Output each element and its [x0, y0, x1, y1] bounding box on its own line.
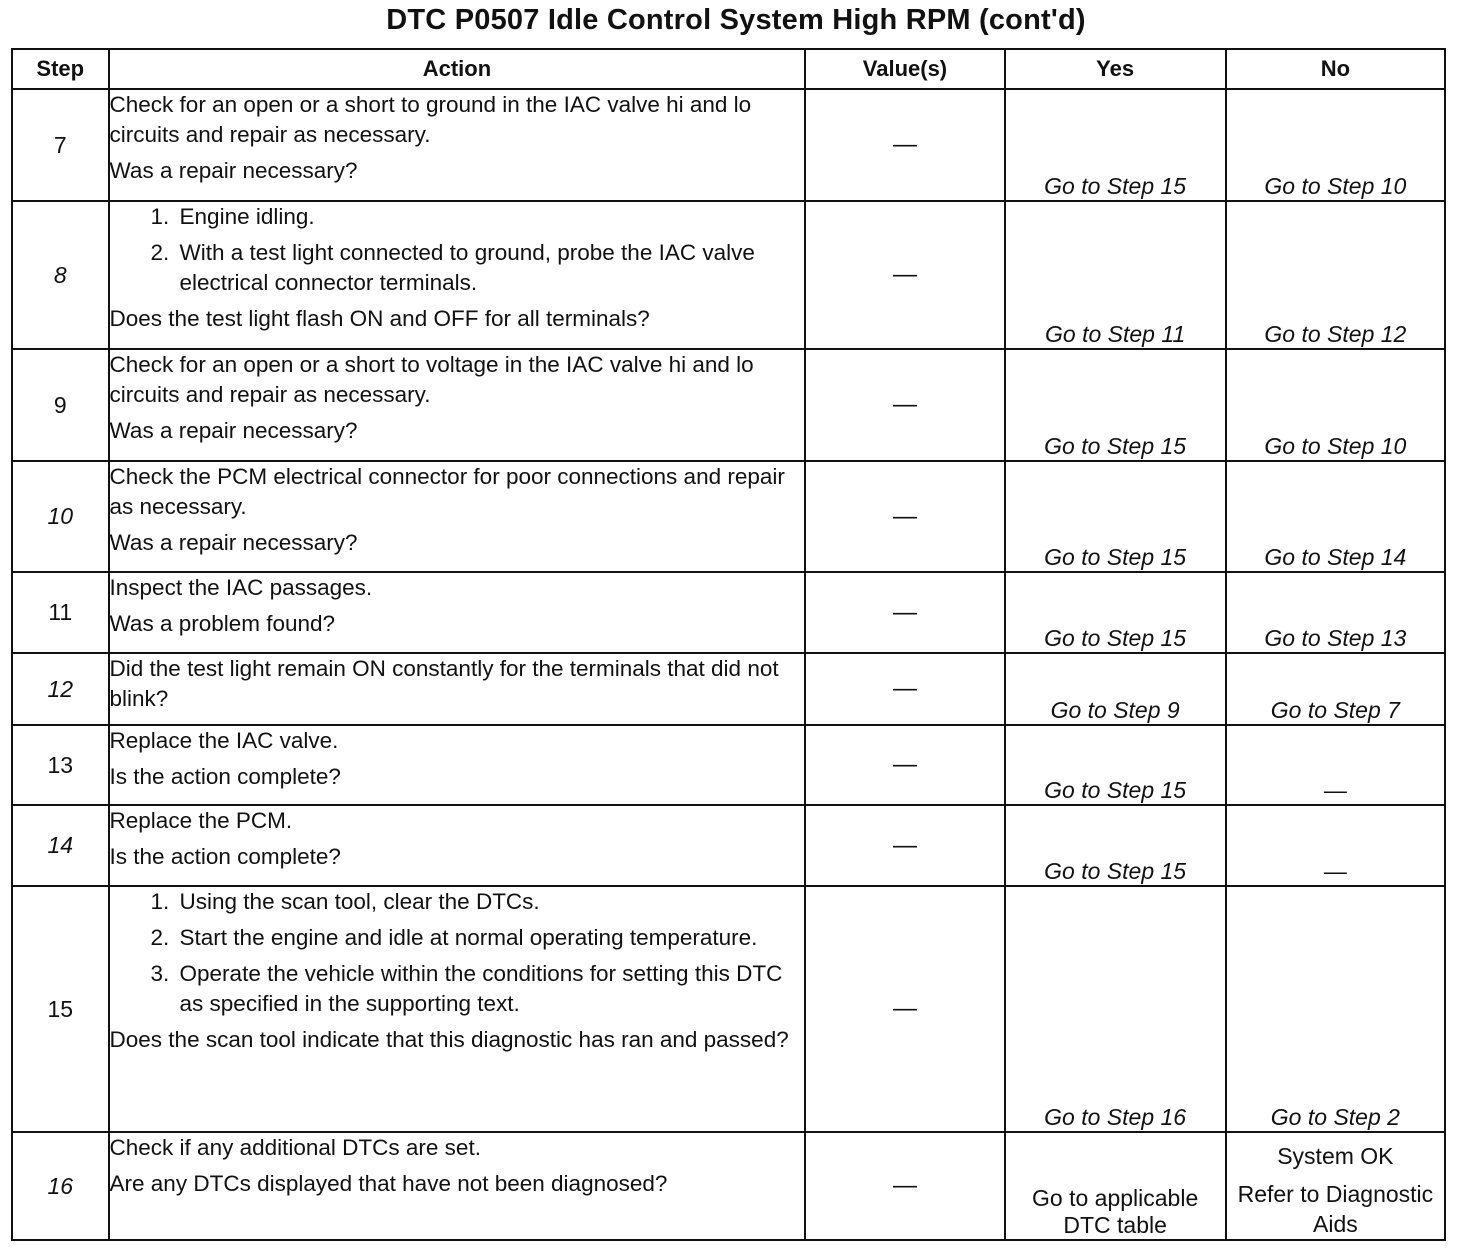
action-cell: [109, 89, 806, 201]
table-row: [12, 89, 1445, 201]
header-values: Value(s): [805, 49, 1004, 89]
no-cell: —: [1226, 805, 1445, 886]
action-list-item: 2. With a test light connected to ground, probe the IAC valve electrical connector terminals.: [176, 238, 805, 298]
action-list: [110, 887, 805, 1019]
step-number: 9: [12, 349, 109, 461]
action-cell: [109, 1132, 806, 1240]
action-question: Was a problem found?: [109, 611, 336, 636]
action-question: Did the test light remain ON constantly for the terminals that did not blink?: [109, 656, 779, 711]
value-cell: —: [805, 461, 1004, 572]
action-cell: [109, 653, 806, 725]
yes-cell: Go to Step 15: [1005, 805, 1226, 886]
action-question: Was a repair necessary?: [109, 530, 358, 555]
step-number: 12: [12, 653, 109, 725]
action-question: Was a repair necessary?: [109, 158, 358, 183]
step-number: 14: [12, 805, 109, 886]
yes-cell: Go to applicable DTC table: [1005, 1132, 1226, 1240]
table-row: [12, 886, 1445, 1132]
table-row: [12, 725, 1445, 805]
no-cell: Go to Step 12: [1226, 201, 1445, 349]
step-number: 7: [12, 89, 109, 201]
value-cell: —: [805, 886, 1004, 1132]
table-row: [12, 653, 1445, 725]
header-no: No: [1226, 49, 1445, 89]
no-cell: Go to Step 7: [1226, 653, 1445, 725]
action-list-item: 3. Operate the vehicle within the conditions for setting this DTC as specified in the supporting text.: [176, 959, 805, 1019]
action-cell: [109, 461, 806, 572]
action-text: Check the PCM electrical connector for poor connections and repair as necessary.: [109, 464, 785, 519]
no-cell: [1226, 1132, 1445, 1240]
value-cell: —: [805, 805, 1004, 886]
header-step: Step: [12, 49, 109, 89]
table-row: [12, 805, 1445, 886]
no-cell: Go to Step 2: [1226, 886, 1445, 1132]
action-question: Does the test light flash ON and OFF for all terminals?: [109, 306, 650, 331]
action-list-item: 2. Start the engine and idle at normal operating temperature.: [176, 923, 805, 953]
action-cell: [109, 725, 806, 805]
step-number: 16: [12, 1132, 109, 1240]
value-cell: —: [805, 201, 1004, 349]
action-list-item: 1. Engine idling.: [176, 202, 805, 232]
step-number: 15: [12, 886, 109, 1132]
value-cell: —: [805, 1132, 1004, 1240]
table-row: [12, 201, 1445, 349]
header-yes: Yes: [1005, 49, 1226, 89]
value-cell: —: [805, 89, 1004, 201]
no-reference: Refer to Diagnostic Aids: [1237, 1181, 1434, 1237]
step-number: 11: [12, 572, 109, 653]
yes-cell: Go to Step 11: [1005, 201, 1226, 349]
action-text: Inspect the IAC passages.: [109, 575, 373, 600]
action-cell: [109, 805, 806, 886]
table-row: [12, 349, 1445, 461]
yes-cell: Go to Step 15: [1005, 461, 1226, 572]
value-cell: —: [805, 725, 1004, 805]
table-row: [12, 572, 1445, 653]
no-cell: Go to Step 10: [1226, 89, 1445, 201]
action-question: Does the scan tool indicate that this diagnostic has ran and passed?: [109, 1027, 789, 1052]
table-header-row: [12, 49, 1445, 89]
value-cell: —: [805, 572, 1004, 653]
action-cell: [109, 572, 806, 653]
action-text: Replace the PCM.: [109, 808, 293, 833]
action-text: Check for an open or a short to voltage in the IAC valve hi and lo circuits and repair as necessary.: [109, 352, 754, 407]
step-number: 13: [12, 725, 109, 805]
action-cell: [109, 201, 806, 349]
action-question: Is the action complete?: [109, 764, 341, 789]
no-status: System OK: [1277, 1143, 1394, 1169]
page-title: DTC P0507 Idle Control System High RPM (cont'd): [386, 4, 1086, 36]
step-number: 8: [12, 201, 109, 349]
action-text: Check for an open or a short to ground in the IAC valve hi and lo circuits and repair as necessary.: [109, 92, 752, 147]
yes-cell: Go to Step 15: [1005, 89, 1226, 201]
action-question: Is the action complete?: [109, 844, 341, 869]
yes-cell: Go to Step 15: [1005, 725, 1226, 805]
yes-cell: Go to Step 15: [1005, 349, 1226, 461]
action-question: Are any DTCs displayed that have not been diagnosed?: [109, 1171, 668, 1196]
step-number: 10: [12, 461, 109, 572]
action-cell: [109, 886, 806, 1132]
header-action: Action: [109, 49, 806, 89]
diagnostic-table: [11, 48, 1446, 1241]
no-cell: Go to Step 14: [1226, 461, 1445, 572]
yes-cell: Go to Step 16: [1005, 886, 1226, 1132]
table-row: [12, 1132, 1445, 1240]
action-cell: [109, 349, 806, 461]
action-list: [110, 202, 805, 298]
value-cell: —: [805, 653, 1004, 725]
action-text: Check if any additional DTCs are set.: [109, 1135, 481, 1160]
action-question: Was a repair necessary?: [109, 418, 358, 443]
action-text: Replace the IAC valve.: [109, 728, 339, 753]
yes-cell: Go to Step 9: [1005, 653, 1226, 725]
no-cell: —: [1226, 725, 1445, 805]
action-list-item: 1. Using the scan tool, clear the DTCs.: [176, 887, 805, 917]
table-row: [12, 461, 1445, 572]
yes-cell: Go to Step 15: [1005, 572, 1226, 653]
value-cell: —: [805, 349, 1004, 461]
no-cell: Go to Step 13: [1226, 572, 1445, 653]
no-cell: Go to Step 10: [1226, 349, 1445, 461]
